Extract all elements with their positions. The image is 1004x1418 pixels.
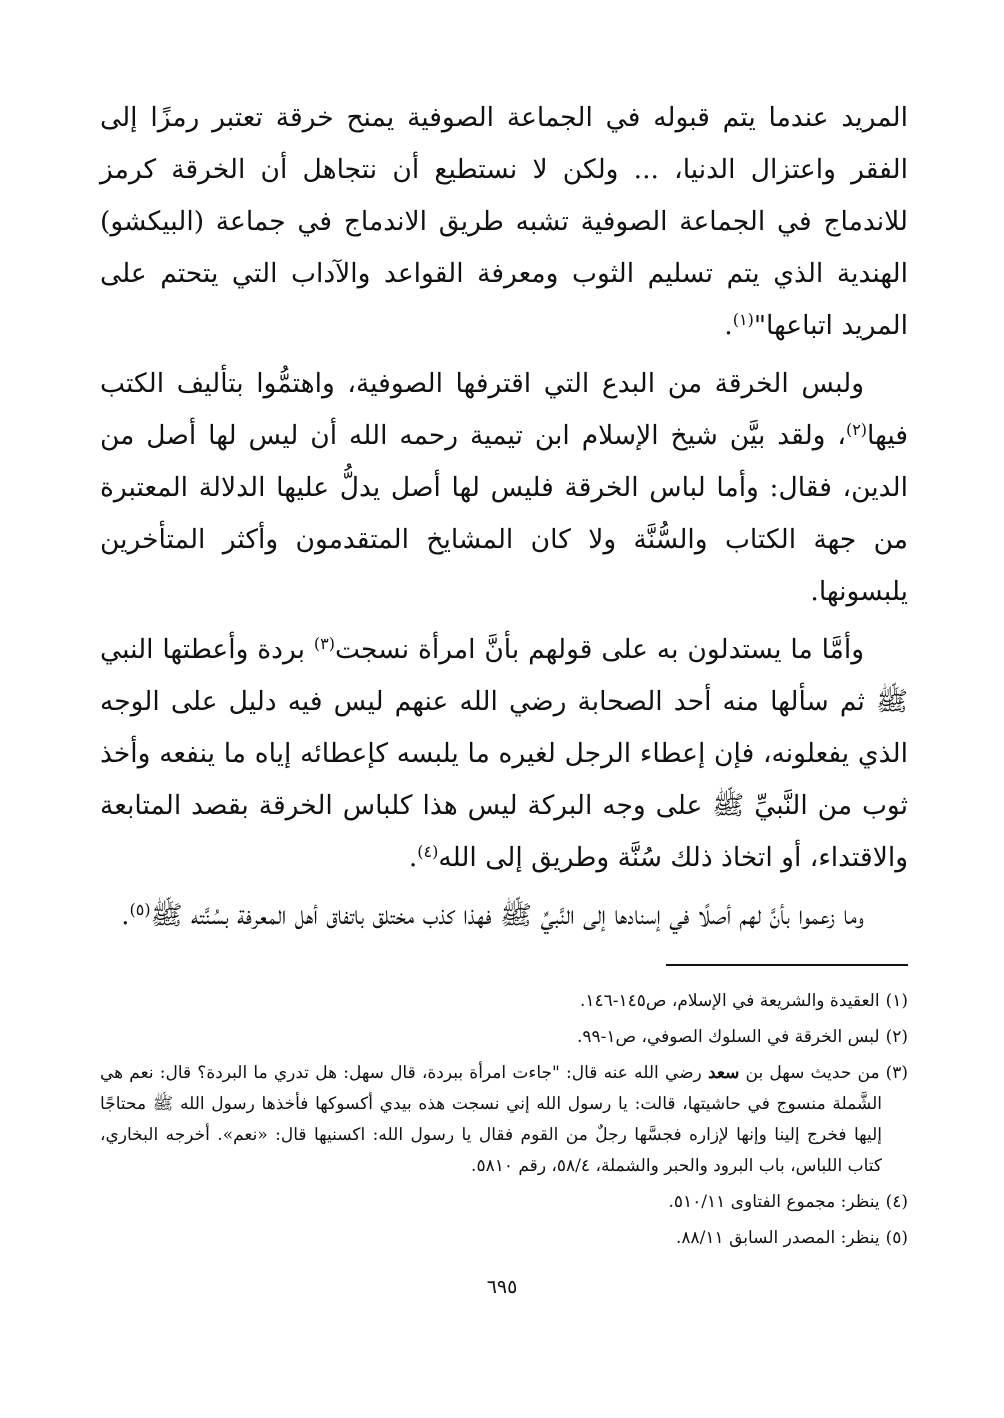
- footnote-3-text-a: من حديث سهل بن: [739, 1063, 880, 1083]
- paragraph-2-text-a: ولبس الخرقة من البدع التي اقترفها الصوفية، واهتمُّوا بتأليف الكتب فيها: [100, 368, 908, 451]
- footnote-5-number: (٥): [885, 1228, 908, 1248]
- footnotes: [100, 986, 908, 1254]
- footnote-4-text: ينظر: مجموع الفتاوى ٥١٠/١١.: [668, 1192, 880, 1212]
- footnote-2-number: (٢): [885, 1027, 908, 1047]
- footnote-2: [100, 1022, 908, 1053]
- paragraph-3-text-a: وأمَّا ما يستدلون به على قولهم بأنَّ امرأة نسجت: [334, 634, 864, 665]
- footnote-ref-1[interactable]: (١): [732, 310, 754, 329]
- paragraph-3-end: .: [408, 842, 418, 873]
- paragraph-1-text: المريد عندما يتم قبوله في الجماعة الصوفية يمنح خرقة تعتبر رمزًا إلى الفقر واعتزال الدنيا، ... ولكن لا نستطيع أن نتجاهل أن الخرقة كرمز للاندماج في الجماعة الصوفية تشبه طريق الاندماج في جماعة (البيكشو) الهندية الذي يتم تسليم الثوب ومعرفة القواعد والآداب التي يتحتم على المريد اتباعها": [100, 102, 908, 341]
- footnote-4-number: (٤): [885, 1192, 908, 1212]
- paragraph-2: [100, 358, 908, 618]
- footnote-ref-5[interactable]: (٥): [129, 900, 151, 919]
- paragraph-4-text: وما زعموا بأنَّ لهم أصلًا في إسنادها إلى النَّبيِّ ﷺ فهذا كذب مختلق باتفاق أهل المعرفة بسُنَّته ﷺ: [150, 900, 864, 931]
- footnote-1: [100, 986, 908, 1017]
- footnote-separator: [666, 964, 908, 966]
- footnote-5-text: ينظر: المصدر السابق ٨٨/١١.: [676, 1228, 880, 1248]
- footnote-ref-2[interactable]: (٢): [845, 420, 868, 439]
- footnote-ref-3[interactable]: (٣): [313, 634, 335, 653]
- paragraph-2-text-b: ، ولقد بيَّن شيخ الإسلام ابن تيمية رحمه الله أن ليس لها أصل من الدين، فقال: وأما لباس الخرقة فليس لها أصل يدلُّ عليها الدلالة المعتبرة من جهة الكتاب والسُّنَّة ولا كان المشايخ المتقدمون وأكثر المتأخرين يلبسونها.: [100, 420, 908, 607]
- page-number: ٦٩٥: [486, 1276, 518, 1298]
- footnote-3-number: (٣): [885, 1063, 908, 1083]
- footnote-1-number: (١): [885, 991, 908, 1011]
- paragraph-3-text-b: بردة وأعطتها النبي ﷺ ثم سألها منه أحد الصحابة رضي الله عنهم ليس فيه دليل على الوجه الذي يفعلونه، فإن إعطاء الرجل لغيره ما يلبسه كإعطائه إياه ما ينفعه وأخذ ثوب من النَّبيِّ ﷺ على وجه البركة ليس هذا كلباس الخرقة بقصد المتابعة والاقتداء، أو اتخاذ ذلك سُنَّة وطريق إلى الله: [100, 634, 908, 873]
- paragraph-1-end: .: [724, 310, 733, 341]
- paragraph-1: [100, 92, 908, 352]
- paragraph-4: [100, 890, 908, 942]
- paragraph-3: [100, 624, 908, 884]
- page-content: [100, 92, 908, 1254]
- footnote-3-text-b: رضي الله عنه قال: "جاءت امرأة ببردة، قال سهل: هل تدري ما البردة؟ قال: نعم هي الشَّملة منسوج في حاشيتها، قالت: يا رسول الله إني نسجت هذه بيدي أكسوكها فأخذها رسول الله ﷺ محتاجًا إليها فخرج إلينا وإنها لإزاره فجسَّها رجلٌ من القوم فقال يا رسول الله: اكسنيها قال: «نعم». أخرجه البخاري، كتاب اللباس، باب البرود والحبر والشملة، ٥٨/٤، رقم ٥٨١٠.: [100, 1063, 882, 1176]
- footnote-2-text: لبس الخرقة في السلوك الصوفي، ص١-٩٩.: [576, 1027, 880, 1047]
- footnote-1-text: العقيدة والشريعة في الإسلام، ص١٤٥-١٤٦.: [579, 991, 880, 1011]
- footnote-3: [100, 1058, 908, 1182]
- footnote-ref-4[interactable]: (٤): [417, 842, 439, 861]
- footnote-4: [100, 1187, 908, 1218]
- paragraph-4-end: .: [121, 900, 130, 931]
- footnote-5: [100, 1223, 908, 1254]
- footnote-3-text-bold: سعد: [707, 1063, 740, 1083]
